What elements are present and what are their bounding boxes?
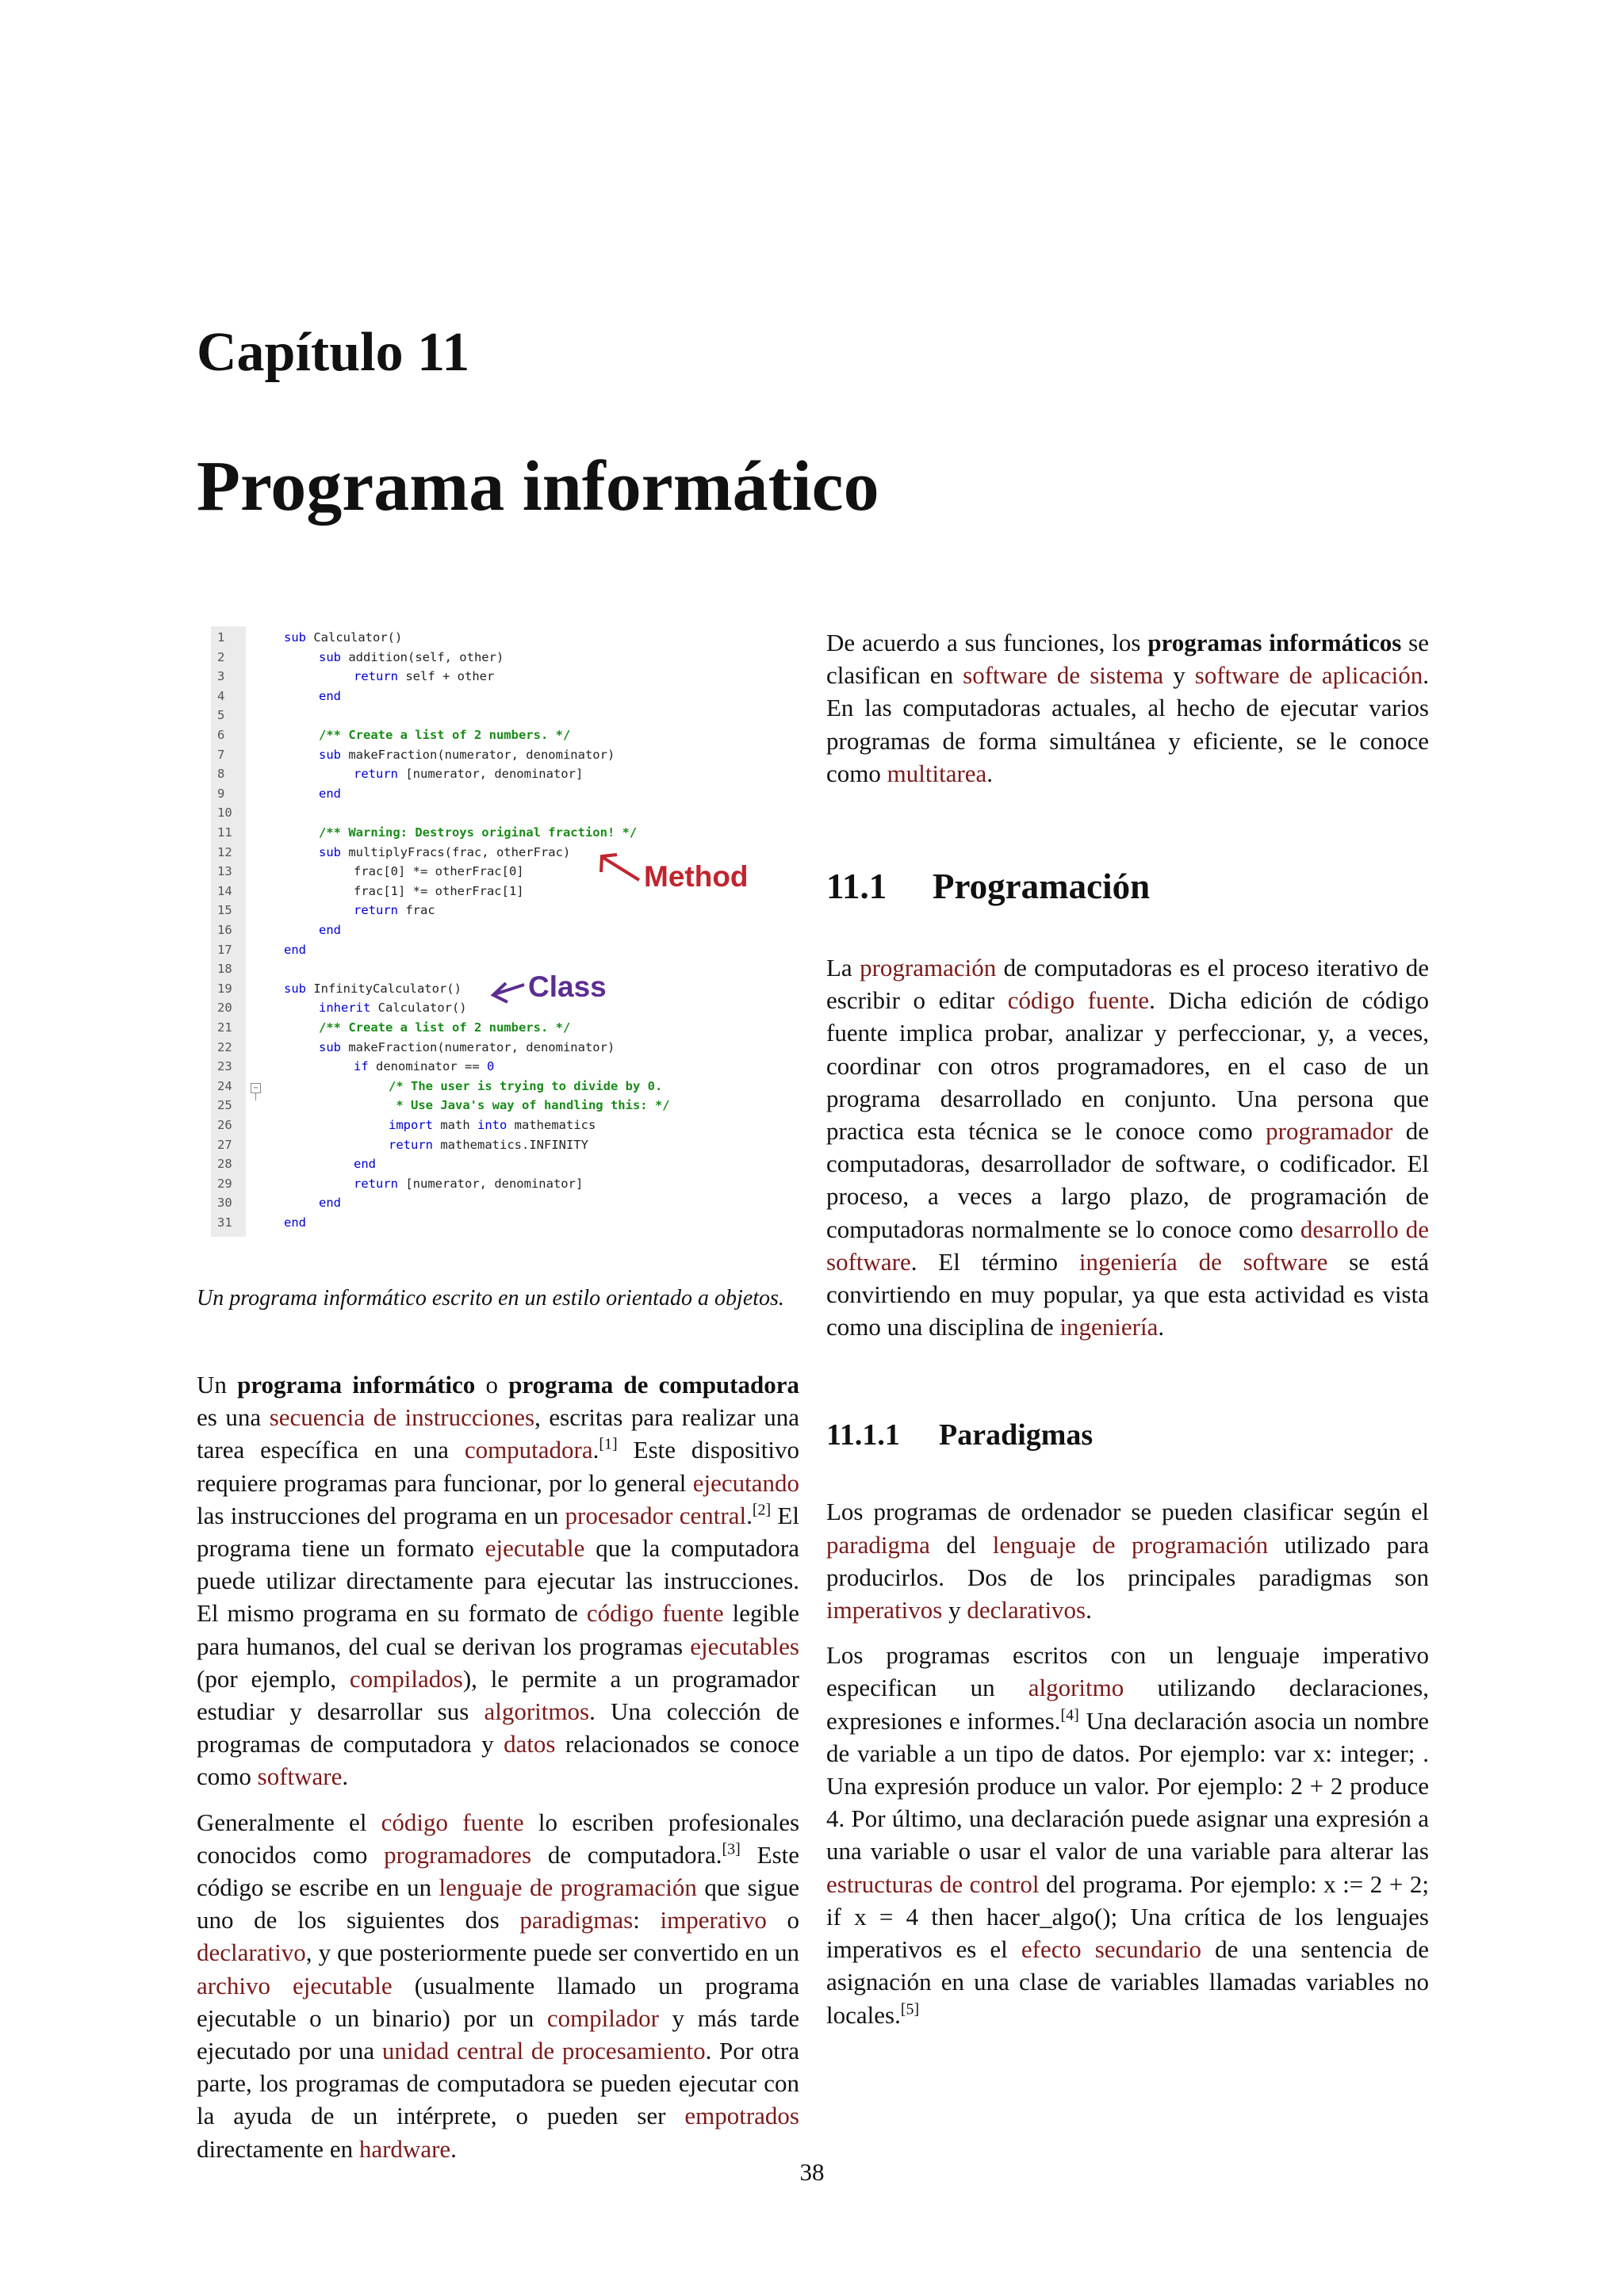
wiki-link[interactable]: algoritmos — [484, 1697, 590, 1726]
line-number: 4 — [217, 688, 225, 703]
code-text: import math into mathematics — [389, 1118, 596, 1132]
wiki-link[interactable]: datos — [504, 1730, 556, 1758]
chapter-title: Programa informático — [197, 447, 879, 526]
wiki-link[interactable]: software de aplicación — [1194, 661, 1423, 690]
class-arrow-icon — [493, 983, 524, 1002]
code-text: /** Create a list of 2 numbers. */ — [319, 1020, 571, 1035]
code-text: end — [284, 942, 306, 957]
line-number: 15 — [217, 903, 232, 918]
subsection-number: 11.1.1 — [826, 1418, 900, 1452]
body-paragraph: Los programas escritos con un lenguaje imperativo especifican un algoritmo utilizando declaraciones, expresiones e informes.[4] Una declaración asocia un nombre de variable a un tipo de datos. Por ejemplo: var x: integer; . Una expresión produce un valor. Por ejemplo: 2 + 2 produce 4. Por último, una declaración puede asignar una expresión a una variable o usar el valor de una variable para alterar las estructuras de control del programa. Por ejemplo: x := 2 + 2; if x = 4 then hacer_algo(); Una crítica de los lenguajes imperativos es el efecto secundario de una sentencia de asignación en una clase de variables llamadas variables no locales.[5] — [826, 1641, 1430, 2029]
section-number: 11.1 — [826, 867, 887, 907]
left-column — [197, 626, 799, 2178]
line-number: 18 — [217, 962, 232, 977]
left-body-text — [197, 1368, 799, 2165]
line-number: 7 — [217, 747, 225, 762]
fold-toggle-icon: − — [251, 1083, 261, 1093]
wiki-link[interactable]: paradigma — [826, 1530, 930, 1559]
code-text: end — [319, 1196, 341, 1211]
section-heading — [826, 866, 1429, 907]
right-intro-text — [826, 626, 1429, 790]
line-number: 28 — [217, 1157, 232, 1172]
citation-ref[interactable]: [5] — [900, 2000, 920, 2019]
line-number: 3 — [217, 669, 225, 684]
body-paragraph: La programación de computadoras es el proceso iterativo de escribir o editar código fuente. Dicha edición de código fuente implica probar, analizar y perfeccionar, y, a veces, coordinar con otros programadores, en el caso de un programa desarrollado en conjunto. Una persona que practica esta técnica se le conoce como programador de computadoras, desarrollador de software, o codificador. El proceso, a veces a largo plazo, de programación de computadoras normalmente se lo conoce como desarrollo de software. El término ingeniería de software se está convirtiendo en muy popular, ya que esta actividad es vista como una disciplina de ingeniería. — [826, 954, 1430, 1341]
wiki-link[interactable]: código fuente — [1007, 986, 1150, 1015]
wiki-link[interactable]: archivo ejecutable — [197, 1971, 393, 1999]
line-number: 12 — [217, 844, 232, 859]
wiki-link[interactable]: ingeniería de software — [1078, 1247, 1328, 1276]
wiki-link[interactable]: secuencia de instrucciones — [269, 1403, 535, 1432]
code-text: sub multiplyFracs(frac, otherFrac) — [319, 844, 571, 859]
wiki-link[interactable]: software de sistema — [963, 661, 1164, 690]
wiki-link[interactable]: lenguaje de programación — [992, 1530, 1269, 1559]
code-text: sub makeFraction(numerator, denominator) — [319, 1039, 615, 1054]
code-text: frac[1] *= otherFrac[1] — [354, 883, 524, 898]
wiki-link[interactable]: efecto secundario — [1021, 1935, 1201, 1964]
wiki-link[interactable]: imperativos — [826, 1596, 943, 1624]
wiki-link[interactable]: código fuente — [381, 1808, 524, 1836]
line-number: 31 — [217, 1215, 232, 1230]
line-number: 21 — [217, 1020, 232, 1035]
line-number: 20 — [217, 1001, 232, 1016]
wiki-link[interactable]: software — [257, 1762, 343, 1791]
code-text: end — [319, 923, 341, 937]
line-number: 16 — [217, 923, 232, 937]
code-text: return [numerator, denominator] — [354, 1176, 584, 1191]
code-text: sub addition(self, other) — [319, 649, 504, 664]
line-number: 10 — [217, 806, 232, 821]
citation-ref[interactable]: [3] — [722, 1840, 741, 1858]
code-text: end — [319, 786, 341, 801]
wiki-link[interactable]: estructuras de control — [826, 1869, 1040, 1898]
line-number: 2 — [217, 649, 225, 664]
code-text: if denominator == 0 — [354, 1059, 495, 1074]
line-number: 23 — [217, 1059, 232, 1074]
wiki-link[interactable]: programadores — [384, 1840, 532, 1869]
method-arrow-icon — [601, 855, 639, 880]
wiki-link[interactable]: computadora — [464, 1436, 593, 1464]
body-paragraph: De acuerdo a sus funciones, los programas informáticos se clasifican en software de sistema y software de aplicación. En las computadoras actuales, al hecho de ejecutar varios programas de forma simultánea y eficiente, se le conoce como multitarea. — [826, 629, 1430, 787]
code-text: sub Calculator() — [284, 630, 403, 645]
line-number: 19 — [217, 981, 232, 996]
wiki-link[interactable]: desarrollo de software — [826, 1215, 1430, 1276]
code-text: /** Warning: Destroys original fraction! */ — [319, 825, 638, 840]
line-number: 11 — [217, 825, 232, 840]
wiki-link[interactable]: compilados — [349, 1664, 463, 1693]
subsection-title: Paradigmas — [939, 1418, 1094, 1452]
code-text: frac[0] *= otherFrac[0] — [354, 864, 524, 879]
wiki-link[interactable]: declarativos — [967, 1596, 1086, 1624]
citation-ref[interactable]: [4] — [1060, 1706, 1079, 1724]
wiki-link[interactable]: algoritmo — [1028, 1674, 1124, 1702]
code-text: return [numerator, denominator] — [354, 767, 584, 782]
line-number: 13 — [217, 864, 232, 879]
wiki-link[interactable]: lenguaje de programación — [439, 1873, 697, 1902]
code-text: sub makeFraction(numerator, denominator) — [319, 747, 615, 762]
code-text: end — [354, 1157, 376, 1172]
body-paragraph: Los programas de ordenador se pueden clasificar según el paradigma del lenguaje de programación utilizado para producirlos. Dos de los principales paradigmas son imperativos y declarativos. — [826, 1498, 1430, 1624]
line-number: 1 — [217, 630, 225, 645]
line-number: 24 — [217, 1078, 232, 1093]
body-paragraph: Un programa informático o programa de computadora es una secuencia de instrucciones, escritas para realizar una tarea específica en una computadora.[1] Este dispositivo requiere programas para funcionar, por lo general ejecutando las instrucciones del programa en un procesador central.[2] El programa tiene un formato ejecutable que la computadora puede utilizar directamente para ejecutar las instrucciones. El mismo programa en su formato de código fuente legible para humanos, del cual se derivan los programas ejecutables (por ejemplo, compilados), le permite a un programador estudiar y desarrollar sus algoritmos. Una colección de programas de computadora y datos relacionados se conoce como software. — [197, 1371, 799, 1791]
line-number: 6 — [217, 728, 225, 742]
line-number: 25 — [217, 1098, 232, 1113]
page-number: 38 — [799, 2158, 825, 2186]
code-text: * Use Java's way of handling this: */ — [389, 1098, 670, 1113]
code-text: return self + other — [354, 669, 495, 684]
code-text: inherit Calculator() — [319, 1001, 467, 1016]
wiki-link[interactable]: ingeniería — [1059, 1313, 1159, 1341]
wiki-link[interactable]: ejecutando — [692, 1468, 799, 1497]
wiki-link[interactable]: paradigmas — [519, 1906, 634, 1934]
code-figure — [211, 626, 782, 1237]
line-number: 22 — [217, 1039, 232, 1054]
wiki-link[interactable]: imperativo — [660, 1906, 767, 1934]
wiki-link[interactable]: programador — [1266, 1117, 1393, 1146]
right-column — [826, 626, 1429, 2044]
line-number: 26 — [217, 1118, 232, 1132]
code-text: return frac — [354, 903, 435, 918]
chapter-label: Capítulo 11 — [197, 322, 470, 383]
line-number: 30 — [217, 1196, 232, 1211]
line-number: 27 — [217, 1137, 232, 1152]
code-text: sub InfinityCalculator() — [284, 981, 462, 996]
line-number: 29 — [217, 1176, 232, 1191]
wiki-link[interactable]: multitarea — [887, 759, 987, 787]
method-label: Method — [644, 860, 749, 893]
line-number: 8 — [217, 767, 225, 782]
section-body-text — [826, 951, 1429, 1343]
wiki-link[interactable]: declarativo — [197, 1938, 306, 1967]
section-title: Programación — [933, 867, 1151, 907]
line-number: 14 — [217, 883, 232, 898]
wiki-link[interactable]: ejecutable — [485, 1534, 585, 1563]
wiki-link[interactable]: empotrados — [684, 2102, 799, 2130]
wiki-link[interactable]: procesador central — [565, 1501, 747, 1529]
code-text: /* The user is trying to divide by 0. — [389, 1078, 663, 1093]
line-number: 17 — [217, 942, 232, 957]
subsection-heading — [826, 1418, 1429, 1452]
code-text: /** Create a list of 2 numbers. */ — [319, 728, 571, 742]
wiki-link[interactable]: ejecutables — [690, 1632, 799, 1660]
bold-term: programas informáticos — [1147, 629, 1402, 656]
citation-ref[interactable]: [1] — [599, 1436, 618, 1454]
body-paragraph: Generalmente el código fuente lo escriben profesionales conocidos como programadores de computadora.[3] Este código se escribe en un lenguaje de programación que sigue uno de los siguientes dos paradigmas: imperativo o declarativo, y que posteriormente puede ser convertido en un archivo ejecutable (usualmente llamado un programa ejecutable o un binario) por un compilador y más tarde ejecutado por una unidad central de procesamiento. Por otra parte, los programas de computadora se pueden ejecutar con la ayuda de un intérprete, o pueden ser empotrados directamente en hardware. — [197, 1808, 800, 2163]
code-text: end — [284, 1215, 306, 1230]
bold-term: programa informático — [237, 1371, 476, 1399]
code-text: return mathematics.INFINITY — [389, 1137, 588, 1152]
wiki-link[interactable]: hardware — [358, 2134, 451, 2163]
wiki-link[interactable]: código fuente — [586, 1599, 724, 1628]
class-label: Class — [528, 970, 607, 1003]
line-number: 9 — [217, 786, 225, 801]
annotation-arrows — [211, 626, 782, 1237]
bold-term: programa de computadora — [508, 1371, 799, 1399]
figure-caption: Un programa informático escrito en un estilo orientado a objetos. — [197, 1286, 784, 1311]
line-number: 5 — [217, 708, 225, 723]
wiki-link[interactable]: programación — [860, 954, 997, 982]
code-text: end — [319, 688, 341, 703]
citation-ref[interactable]: [2] — [752, 1501, 772, 1519]
wiki-link[interactable]: unidad central de procesamiento — [381, 2037, 706, 2065]
subsection-body-text — [826, 1495, 1429, 2030]
wiki-link[interactable]: compilador — [546, 2003, 659, 2032]
